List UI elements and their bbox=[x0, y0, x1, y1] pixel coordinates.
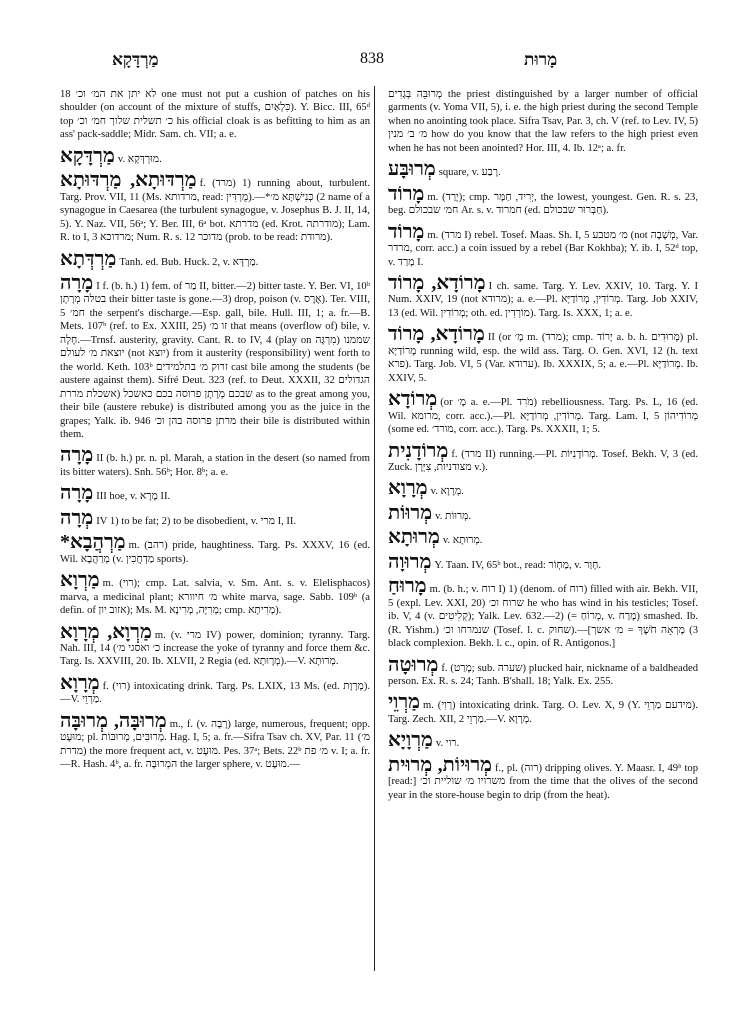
dictionary-entry bbox=[388, 550, 698, 573]
dictionary-entry bbox=[388, 220, 698, 269]
entry-definition: m. (רְוִי) intoxicating drink. Targ. O. Lev. X, 9 (Y. מידעם מַרְוֵי). Targ. Zech. XII, 2 מַרְוֵי.—V. מְרָוָא. bbox=[388, 700, 698, 725]
dictionary-entry bbox=[388, 729, 698, 752]
entry-definition: f. (רוי) intoxicating drink. Targ. Ps. LXIX, 13 Ms. (ed. מְרָוָת).—V. מַרְוֵי. bbox=[60, 680, 370, 706]
entry-headword: מַרְוָא, מְרָוָא bbox=[60, 620, 152, 643]
entry-headword: מְרוּבָּה, מְרוּבָּה bbox=[60, 709, 167, 732]
entry-definition: m. (יָרַד); cmp. יְרִיד, חַמָּר, the lowest, youngest. Gen. R. s. 23, beg. חמ׳ שבכולם Ar. s. v. חמרוד (ed. חַבְּרוּר שבכולם). bbox=[388, 191, 698, 217]
dictionary-entry bbox=[60, 569, 370, 617]
dictionary-entry bbox=[60, 247, 370, 270]
entry-definition: m. (b. h.; v. רוח I) 1) (denom. of רוח) filled with air. Bekh. VII, 5 (expl. Lev. XXI, 20) שרוח וכ׳ he who has wind in his testicles; Tosef. ib. V, 4 (v. קְלִיטִים); Yalk. Lev. 632.—2) (= מְרוֹחַ, v. מָרַח) smashed. Ib. (R. Yishm.) שנמרחו וכ׳ (Tosef. l. c. שחוק).—[3) מָרְאָה חֹשֶׁךְ = מ׳ אשך black complexion. Bekh. l. c., opin. of R. Antigonos.] bbox=[388, 584, 698, 650]
dictionary-entry bbox=[388, 388, 698, 436]
entry-definition: v. מְרָוָא. bbox=[430, 486, 464, 498]
entry-definition: 18 לא יתן את המ׳ וכ׳ one must not put a cushion of patches on his shoulder (on account of the mixture of stuffs, כִּלְאַיִם). Y. Bicc. III, 65ᵈ top כ׳ תשלית שלוך חמ׳ וכ׳ his official cloak is as befitting to him as an ass' pack-saddle; Midr. Sam. ch. VII; a. e. bbox=[60, 89, 371, 141]
entry-headword: מָרוּחַ bbox=[388, 575, 427, 598]
entry-headword: מָרָה bbox=[60, 482, 94, 505]
entry-definition: m. (רהב) pride, haughtiness. Targ. Ps. XXXV, 16 (ed. Wil. מְרַהֲבָא (v. מַדְחֲכִין sports). bbox=[60, 540, 370, 565]
dictionary-entry bbox=[60, 144, 370, 167]
entry-definition: Y. Taan. IV, 65ᵇ bot., read: מַחְוֹר, v. חָוַר. bbox=[434, 559, 601, 571]
dictionary-entry bbox=[388, 691, 698, 726]
entry-headword: מַרְוָא bbox=[60, 569, 100, 592]
entry-definition: m., f. (v. רָבָה) large, numerous, frequent; opp. מוּעָט; pl. מְרוּבִּים, מְרוּבּוֹת. Hag. I, 5; a. fr.—Sifra Tsav ch. XV, Par. 11 (מ׳ מדרת) the more frequent act, v. מוּעָט. Pes. 37ᵃ; Bets. 22ᵇ ‏מ׳ פת v. ‏I; a. fr.—R. Hash. 4ᵇ, a. fr. המְרוּבָּה the larger sphere, v. מוּעָט.— bbox=[60, 718, 371, 771]
entry-definition: m. (v. מרי IV) power, dominion; tyranny. Targ. Nah. III, 14 (כ׳ ואסגי מ׳ increase the yoke of tyranny and force them &c. Targ. Is. XXVIII, 20. Ib. XLVII, 2 Regia (ed. מְרָוּתָא).—V. מְרוּתָא. bbox=[60, 629, 370, 668]
entry-headword: מָרוֹדָא, מָרוֹד bbox=[388, 323, 485, 346]
entry-definition: (or מָ׳ a. e.—Pl. מֹרִד) rebelliousness. Targ. Ps. L, 16 (ed. Wil. מרומא, corr. acc.).—Pl. מְרוֹדִין, מְרוֹדַיָּא. Targ. Lam. I, 5 מְרוֹדִיהוֹן (some ed. מורד׳, corr. acc.). Targ. Ps. XXXII, 1; 5. bbox=[388, 397, 698, 436]
dictionary-entry bbox=[60, 620, 370, 669]
entry-definition: v. רוי. bbox=[435, 738, 460, 750]
entry-definition: v. מוּרְדְּקָא. bbox=[117, 153, 162, 165]
dictionary-entry bbox=[388, 323, 698, 385]
entry-headword: מְרוּוָה bbox=[388, 550, 432, 573]
entry-definition: I ch. same. Targ. Y. Lev. XXIV, 10. Targ. Y. I Num. XXIV, 19 (not מרודא); a. e.—Pl. מְרוֹדִין, מְרוֹדַיָּא. Targ. Job XXIV, 13 (ed. Wil. מְרוֹדִין; oth. ed. מוֹרְדִין). Targ. Is. XXX, 1; a. e. bbox=[388, 280, 698, 319]
dictionary-entry bbox=[60, 671, 370, 707]
entry-headword: מַרְדָּקָא bbox=[60, 144, 115, 167]
dictionary-entry bbox=[388, 575, 698, 650]
entry-definition: v. מְרוּתָא. bbox=[442, 535, 483, 547]
column-divider bbox=[374, 86, 375, 971]
entry-definition: Tanh. ed. Bub. Huck. 2, v. מַרְדָּא. bbox=[119, 256, 259, 268]
dictionary-entry bbox=[60, 709, 371, 772]
entry-headword: מְרוּבָּע bbox=[388, 158, 436, 181]
entry-headword: מָרוֹדָא, מָרוֹד bbox=[388, 271, 486, 294]
entry-headword: מְרָוָא bbox=[388, 477, 428, 500]
dictionary-entry bbox=[388, 501, 698, 524]
dictionary-entry bbox=[60, 271, 371, 441]
dictionary-entry bbox=[60, 482, 370, 505]
running-head-left: מַרְדָּקָא bbox=[112, 50, 159, 69]
dictionary-entry bbox=[388, 477, 698, 500]
entry-headword: מְרוֹדָנִית bbox=[388, 439, 449, 462]
dictionary-entry bbox=[388, 88, 698, 155]
entry-headword: מְרָוָא bbox=[60, 671, 100, 694]
entry-definition: v. מְרוּוֹת. bbox=[435, 510, 472, 522]
left-column bbox=[60, 88, 370, 772]
dictionary-entry bbox=[388, 653, 699, 689]
entry-definition: מְרוּבֵּה בְּגָדִים the priest distinguished by a larger number of official garments (v. Yoma VII, 5), i. e. the high priest during the second Temple when no anointing took place. Sifra Tsav, Par. 3, ch. V (ref. to Lev. IV, 5) מ׳ ב׳ מנין how do you know that the law refers to the high priest even when he has not been anointed? Hor. III, 4. Ib. 12ᵃ; a. fr. bbox=[388, 89, 699, 154]
entry-headword: מָרוֹד bbox=[388, 220, 425, 243]
entry-headword: מְרוּיוֹת, מְרוּית bbox=[388, 753, 493, 776]
entry-definition: II (b. h.) pr. n. pl. Marah, a station in the desert (so named from its bitter waters). Snh. 56ᵇ; Hor. 8ᵇ; a. e. bbox=[60, 453, 370, 478]
dictionary-entry bbox=[60, 444, 370, 479]
entry-headword: מְרוּתָא bbox=[388, 526, 440, 549]
dictionary-entry bbox=[60, 169, 371, 244]
dictionary-entry bbox=[388, 526, 698, 549]
dictionary-entry bbox=[60, 531, 370, 566]
entry-definition: f., pl. (רוה) dripping olives. Y. Maasr. I, 49ᵇ top [read:] משרויו מ׳ ‏שוליית וכ׳ from the time that the olives of the second year in the store-house begin to drip (from the heat). bbox=[388, 762, 698, 801]
dictionary-entry bbox=[60, 88, 370, 142]
entry-definition: III hoe, v. מָרָא II. bbox=[96, 491, 171, 503]
entry-headword: מְרוֹדָא bbox=[388, 388, 438, 411]
dictionary-entry bbox=[60, 506, 370, 529]
entry-headword: מָרוֹד bbox=[388, 182, 425, 205]
page-number: 838 bbox=[360, 50, 384, 67]
dictionary-entry bbox=[388, 271, 698, 320]
entry-headword: מַרְדּוּתָא, מַרְדּוּתָא bbox=[60, 169, 197, 192]
running-head-right: מָרוּת bbox=[524, 50, 558, 69]
entry-definition: II (or מָ׳ m. (מרד); cmp. יָרוֹד a. b. h. מְרוּדִים) pl. מָרוֹדַיָּא running wild, esp. the wild ass. Targ. O. Gen. XVI, 12 (h. text פרא). Targ. Job. VI, 5 (Var. ערודא). Ib. XXXIX, 5; a. e.—Pl. מְרוֹדַיָּא. Ib. XXIV, 5. bbox=[388, 332, 698, 384]
entry-definition: m. (מרד I) rebel. Tosef. Maas. Sh. I, 5 ‏מ׳ מטבע (not ‏מְשָׁבָה, Var. ‏מרדר, corr. acc.) a coin issued by a rebel (Bar Kokhba); Y. ib. I, 52ᵈ top, v. מָרַד I. bbox=[388, 229, 698, 268]
entry-headword: *מַרְהֲבָא bbox=[60, 531, 126, 554]
entry-headword: מְרוּוֹת bbox=[388, 501, 433, 524]
entry-definition: f. (מרד II) running.—Pl. מְרוֹדָנִיּוֹת. Tosef. Bekh. V, 3 (ed. Zuck. מצודניות, צִיְּרָן v.). bbox=[388, 448, 698, 473]
dictionary-entry bbox=[388, 439, 698, 475]
dictionary-entry bbox=[388, 182, 698, 218]
dictionary-entry bbox=[388, 158, 698, 181]
right-column bbox=[388, 88, 698, 802]
entry-definition: I f. (b. h.) 1) fem. of מַר II, bitter.—2) bitter taste. Y. Ber. VI, 10ᵇ בטלה מְרָתָן their bitter taste is gone.—3) drop, poison (v. אֶרֶס). Ter. VIII, 5 חמ׳ the serpent's discharge.—Esp. gall, bile. Hull. III, 1; a. fr.—B. Mets. 107ᵇ (ref. to Ex. XXIII, 25) זו מ׳ that means (overflow of) bile, v. חָלָה.—Trnsf. austerity, gravity. Cant. R. to IV, 4 (play on מִרְגָּה) שממנו יוצאת מ׳ לעולם (not יוצא) from it austerity (responsibility) went forth to the world. Keth. 103ᵇ זרוק מ׳ בתלמידים cast bile among the students (be austere against them). Sifré Deut. 323 (ref. to Deut. XXXII, 32 הגדולים שבכם מְרָתָן פרוסה בכם כאשכל (אשכלת מררת as to the great among you, their bile (austere rebuke) is distributed among you as the juice in the grapes; Yalk. ib. 946 מרתן פרוסה בהן וכ׳ their bile is distributed within them. bbox=[60, 280, 371, 440]
entry-definition: m. (רוי); cmp. Lat. salvia, v. Sm. Ant. s. v. Elelisphacos) marva, a medicinal plant; מ׳ חיוורא white marva, sage. Sabb. 109ᵇ (a defin. of אזוב יון); Ms. M. מְרִיָּה, מְרִינָא; cmp. מְרִיתָא). bbox=[60, 578, 370, 617]
entry-headword: מָרָה bbox=[60, 444, 94, 467]
entry-headword: מָרָה bbox=[60, 271, 94, 294]
entry-headword: מַרְוָיָא bbox=[388, 729, 433, 752]
entry-definition: square, v. רָבַע. bbox=[438, 167, 501, 179]
entry-headword: מַרְוֵי bbox=[388, 691, 421, 714]
entry-definition: f. (מרד) 1) running about, turbulent. Targ. Prov. VII, 11 (Ms. מרדותא, read: מֻרְדִּין).—*2) כְּנִישְׁתָּא מ׳ name of a synagogue in Caesarea (the turbulent synagogue, v. Josephus B. J. II, 14, 5). Y. Naz. VII, 56ᵃ; Y. Ber. III, 6ᵃ bot. מדרתא (ed. Krot. מודרתה); Lam. R. to I, 3 מרדוכא; Num. R. s. 12 מדוכר (prob. to be read: מרודת). bbox=[60, 178, 371, 244]
entry-definition: IV 1) to be fat; 2) to be disobedient, v. מרי I, II. bbox=[96, 515, 297, 527]
entry-definition: f. (מָרַט; sub. שערה) plucked hair, nickname of a baldheaded person. Ex. R. s. 24; Tanh. B'shall. 18; Yalk. Ex. 255. bbox=[388, 662, 699, 687]
entry-headword: מְרָה bbox=[60, 506, 94, 529]
entry-headword: מַרְדְּתָא bbox=[60, 247, 117, 270]
entry-headword: מְרוּטָה bbox=[388, 653, 439, 676]
dictionary-entry bbox=[388, 753, 698, 802]
